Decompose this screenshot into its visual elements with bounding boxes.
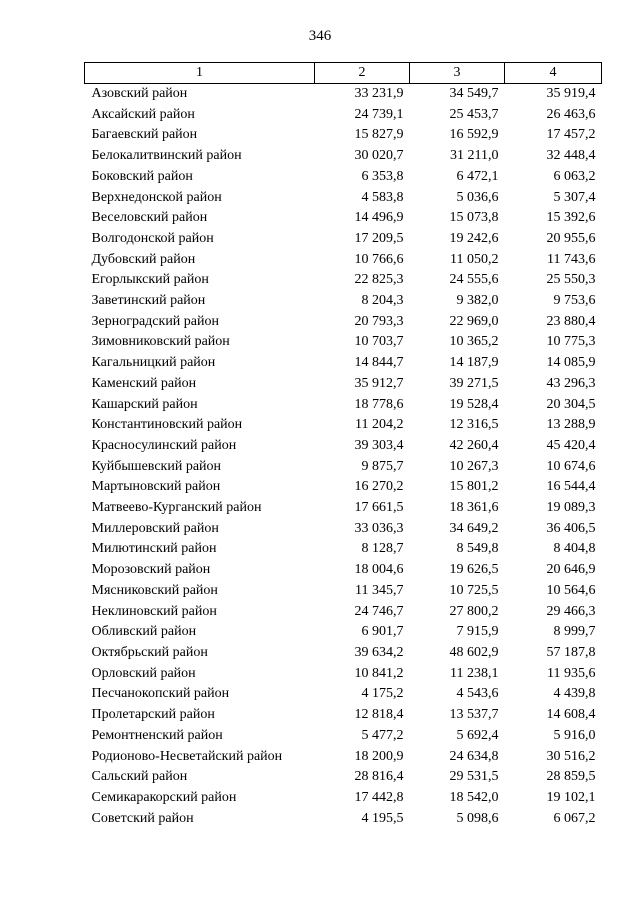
value-col4-cell: 20 304,5 <box>546 396 596 412</box>
value-col2-cell: 20 793,3 <box>354 313 404 329</box>
value-col2-cell: 8 204,3 <box>361 293 404 309</box>
value-col3-cell: 34 549,7 <box>449 86 499 101</box>
value-col2-cell: 17 442,8 <box>354 789 404 805</box>
value-col3-cell: 48 602,9 <box>449 644 499 660</box>
value-col4-cell: 25 550,3 <box>546 272 596 288</box>
table-row <box>85 436 602 457</box>
value-col3-cell: 4 543,6 <box>456 686 499 702</box>
value-col4-cell: 10 775,3 <box>546 334 596 350</box>
value-col3-cell: 24 634,8 <box>449 748 499 764</box>
value-col3-cell: 24 555,6 <box>449 272 499 288</box>
value-col3-cell: 10 267,3 <box>449 458 499 474</box>
table-row <box>85 105 602 126</box>
district-name-cell: Сальский район <box>91 769 188 785</box>
value-col4-cell: 57 187,8 <box>546 644 596 660</box>
value-col2-cell: 9 875,7 <box>361 458 404 474</box>
value-col3-cell: 15 801,2 <box>449 479 499 495</box>
value-col3-cell: 29 531,5 <box>449 769 499 785</box>
value-col2-cell: 4 195,5 <box>361 810 404 826</box>
column-header-2: 2 <box>315 63 410 84</box>
value-col4-cell: 30 516,2 <box>546 748 596 764</box>
table-row <box>85 477 602 498</box>
value-col4-cell: 13 288,9 <box>546 417 596 433</box>
district-name-cell: Мясниковский район <box>91 582 218 598</box>
value-col3-cell: 5 098,6 <box>456 810 499 826</box>
value-col2-cell: 14 844,7 <box>354 355 404 371</box>
district-name-cell: Багаевский район <box>91 127 198 143</box>
table-row <box>85 581 602 602</box>
table-row <box>85 167 602 188</box>
district-name-cell: Верхнедонской район <box>91 189 222 205</box>
value-col2-cell: 30 020,7 <box>354 148 404 164</box>
table-row <box>85 539 602 560</box>
value-col4-cell: 15 392,6 <box>546 210 596 226</box>
table-row <box>85 809 602 830</box>
value-col4-cell: 9 753,6 <box>553 293 596 309</box>
value-col2-cell: 18 200,9 <box>354 748 404 764</box>
value-col2-cell: 18 778,6 <box>354 396 404 412</box>
value-col2-cell: 28 816,4 <box>354 769 404 785</box>
value-col4-cell: 6 063,2 <box>553 168 596 184</box>
district-name-cell: Песчанокопский район <box>91 686 230 702</box>
district-name-cell: Октябрьский район <box>91 644 208 660</box>
page-number: 346 <box>308 28 332 44</box>
table-row <box>85 560 602 581</box>
value-col4-cell: 8 404,8 <box>553 541 596 557</box>
district-name-cell: Неклиновский район <box>91 603 217 619</box>
value-col2-cell: 11 204,2 <box>355 417 404 433</box>
table-row <box>85 415 602 436</box>
value-col4-cell: 19 089,3 <box>546 500 596 516</box>
table-row <box>85 788 602 809</box>
district-name-cell: Зерноградский район <box>91 313 219 329</box>
value-col2-cell: 33 231,9 <box>354 86 404 101</box>
district-name-cell: Советский район <box>91 810 194 826</box>
value-col4-cell: 36 406,5 <box>546 520 596 536</box>
value-col3-cell: 15 073,8 <box>449 210 499 226</box>
value-col4-cell: 32 448,4 <box>546 148 596 164</box>
district-name-cell: Семикаракорский район <box>91 789 237 805</box>
value-col2-cell: 24 739,1 <box>354 106 404 122</box>
column-header-4: 4 <box>505 63 602 84</box>
value-col3-cell: 34 649,2 <box>449 520 499 536</box>
table-row <box>85 125 602 146</box>
district-name-cell: Мартыновский район <box>91 479 221 495</box>
table-row <box>85 291 602 312</box>
value-col4-cell: 20 955,6 <box>546 230 596 246</box>
table-row <box>85 84 602 105</box>
value-col4-cell: 23 880,4 <box>546 313 596 329</box>
value-col3-cell: 13 537,7 <box>449 707 499 723</box>
value-col4-cell: 6 067,2 <box>553 810 596 826</box>
value-col2-cell: 5 477,2 <box>361 727 404 743</box>
table-row <box>85 229 602 250</box>
district-name-cell: Матвеево-Курганский район <box>91 500 262 516</box>
value-col2-cell: 35 912,7 <box>354 375 404 391</box>
table-row <box>85 457 602 478</box>
district-name-cell: Кагальницкий район <box>91 355 216 371</box>
table-row <box>85 312 602 333</box>
table-row <box>85 684 602 705</box>
district-name-cell: Ремонтненский район <box>91 727 223 743</box>
district-name-cell: Красносулинский район <box>91 437 237 453</box>
value-col2-cell: 10 841,2 <box>354 665 404 681</box>
value-col2-cell: 10 766,6 <box>354 251 404 267</box>
table-row <box>85 767 602 788</box>
district-name-cell: Веселовский район <box>91 210 208 226</box>
district-name-cell: Белокалитвинский район <box>91 148 242 164</box>
value-col2-cell: 4 583,8 <box>361 189 404 205</box>
value-col4-cell: 4 439,8 <box>553 686 596 702</box>
value-col2-cell: 8 128,7 <box>361 541 404 557</box>
table-row <box>85 146 602 167</box>
table-row <box>85 705 602 726</box>
table-row <box>85 353 602 374</box>
value-col2-cell: 14 496,9 <box>354 210 404 226</box>
district-name-cell: Боковский район <box>91 168 193 184</box>
value-col2-cell: 39 634,2 <box>354 644 404 660</box>
table-row <box>85 208 602 229</box>
district-name-cell: Каменский район <box>91 375 197 391</box>
table-row <box>85 602 602 623</box>
value-col4-cell: 28 859,5 <box>546 769 596 785</box>
value-col4-cell: 11 743,6 <box>547 251 596 267</box>
value-col3-cell: 18 361,6 <box>449 500 499 516</box>
value-col4-cell: 45 420,4 <box>546 437 596 453</box>
table-row <box>85 643 602 664</box>
table-row <box>85 747 602 768</box>
value-col4-cell: 26 463,6 <box>546 106 596 122</box>
district-name-cell: Волгодонской район <box>91 230 214 246</box>
value-col2-cell: 39 303,4 <box>354 437 404 453</box>
value-col3-cell: 10 365,2 <box>449 334 499 350</box>
table-row <box>85 498 602 519</box>
value-col4-cell: 43 296,3 <box>546 375 596 391</box>
value-col2-cell: 12 818,4 <box>354 707 404 723</box>
value-col3-cell: 16 592,9 <box>449 127 499 143</box>
value-col3-cell: 19 626,5 <box>449 562 499 578</box>
value-col3-cell: 14 187,9 <box>449 355 499 371</box>
table-row <box>85 250 602 271</box>
value-col3-cell: 11 050,2 <box>450 251 499 267</box>
value-col2-cell: 16 270,2 <box>354 479 404 495</box>
district-name-cell: Азовский район <box>91 86 188 101</box>
value-col2-cell: 10 703,7 <box>354 334 404 350</box>
value-col3-cell: 18 542,0 <box>449 789 499 805</box>
value-col3-cell: 19 528,4 <box>449 396 499 412</box>
value-col4-cell: 16 544,4 <box>546 479 596 495</box>
table-row <box>85 374 602 395</box>
table-row <box>85 519 602 540</box>
value-col4-cell: 17 457,2 <box>546 127 596 143</box>
column-header-1: 1 <box>85 63 315 84</box>
value-col3-cell: 25 453,7 <box>449 106 499 122</box>
value-col3-cell: 9 382,0 <box>456 293 499 309</box>
district-name-cell: Аксайский район <box>91 106 195 122</box>
value-col3-cell: 5 036,6 <box>456 189 499 205</box>
value-col3-cell: 6 472,1 <box>456 168 499 184</box>
value-col3-cell: 27 800,2 <box>449 603 499 619</box>
value-col4-cell: 14 608,4 <box>546 707 596 723</box>
table-header-row <box>85 63 602 84</box>
value-col3-cell: 12 316,5 <box>449 417 499 433</box>
value-col4-cell: 35 919,4 <box>546 86 596 101</box>
table-row <box>85 395 602 416</box>
value-col3-cell: 7 915,9 <box>456 624 499 640</box>
district-name-cell: Кашарский район <box>91 396 198 412</box>
value-col4-cell: 5 916,0 <box>553 727 596 743</box>
value-col2-cell: 17 661,5 <box>354 500 404 516</box>
value-col4-cell: 19 102,1 <box>546 789 596 805</box>
value-col3-cell: 5 692,4 <box>456 727 499 743</box>
district-name-cell: Миллеровский район <box>91 520 219 536</box>
value-col4-cell: 8 999,7 <box>553 624 596 640</box>
district-data-table <box>84 62 602 829</box>
value-col4-cell: 20 646,9 <box>546 562 596 578</box>
district-name-cell: Зимовниковский район <box>91 334 230 350</box>
district-name-cell: Куйбышевский район <box>91 458 222 474</box>
value-col4-cell: 11 935,6 <box>547 665 596 681</box>
district-name-cell: Обливский район <box>91 624 197 640</box>
district-name-cell: Константиновский район <box>91 417 243 433</box>
district-name-cell: Дубовский район <box>91 251 196 267</box>
value-col4-cell: 10 564,6 <box>546 582 596 598</box>
table-row <box>85 664 602 685</box>
value-col3-cell: 22 969,0 <box>449 313 499 329</box>
district-name-cell: Милютинский район <box>91 541 217 557</box>
value-col4-cell: 10 674,6 <box>546 458 596 474</box>
value-col3-cell: 42 260,4 <box>449 437 499 453</box>
table-row <box>85 188 602 209</box>
value-col3-cell: 10 725,5 <box>449 582 499 598</box>
value-col3-cell: 11 238,1 <box>450 665 499 681</box>
value-col2-cell: 33 036,3 <box>354 520 404 536</box>
value-col2-cell: 4 175,2 <box>361 686 404 702</box>
value-col2-cell: 6 353,8 <box>361 168 404 184</box>
value-col4-cell: 14 085,9 <box>546 355 596 371</box>
value-col3-cell: 39 271,5 <box>449 375 499 391</box>
value-col4-cell: 29 466,3 <box>546 603 596 619</box>
district-name-cell: Орловский район <box>91 665 196 681</box>
value-col4-cell: 5 307,4 <box>553 189 596 205</box>
value-col3-cell: 31 211,0 <box>450 148 499 164</box>
column-header-3: 3 <box>410 63 505 84</box>
value-col2-cell: 11 345,7 <box>355 582 404 598</box>
value-col2-cell: 18 004,6 <box>354 562 404 578</box>
value-col2-cell: 22 825,3 <box>354 272 404 288</box>
district-name-cell: Егорлыкский район <box>91 272 209 288</box>
table-row <box>85 622 602 643</box>
value-col2-cell: 17 209,5 <box>354 230 404 246</box>
value-col2-cell: 24 746,7 <box>354 603 404 619</box>
value-col3-cell: 8 549,8 <box>456 541 499 557</box>
value-col2-cell: 15 827,9 <box>354 127 404 143</box>
table-row <box>85 270 602 291</box>
value-col2-cell: 6 901,7 <box>361 624 404 640</box>
table-body <box>85 84 602 830</box>
table-row <box>85 726 602 747</box>
district-name-cell: Родионово-Несветайский район <box>91 748 283 764</box>
district-name-cell: Пролетарский район <box>91 707 215 723</box>
table-row <box>85 332 602 353</box>
district-name-cell: Морозовский район <box>91 562 211 578</box>
district-name-cell: Заветинский район <box>91 293 206 309</box>
value-col3-cell: 19 242,6 <box>449 230 499 246</box>
